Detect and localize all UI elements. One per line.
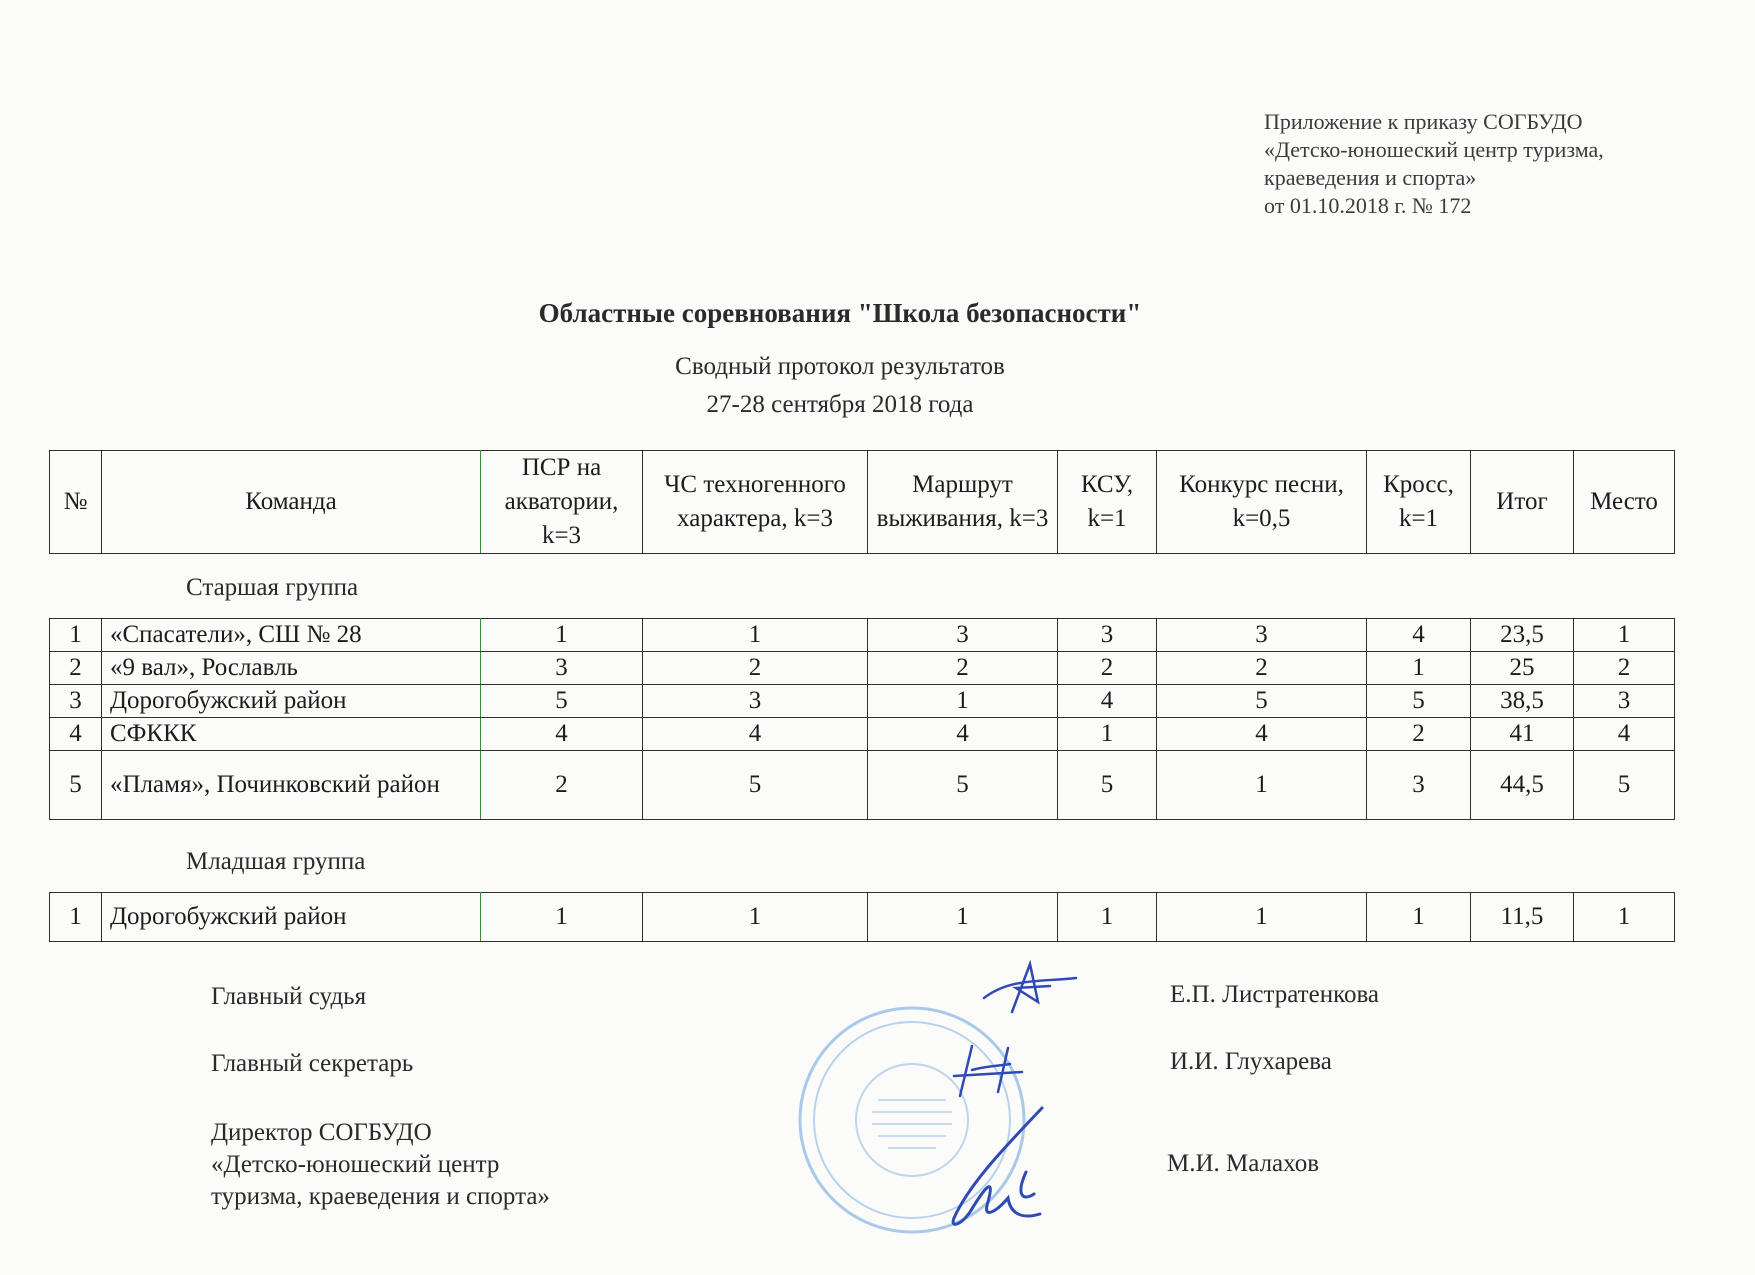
cell-team: Дорогобужский район <box>102 685 481 718</box>
cell-place: 1 <box>1574 619 1675 652</box>
table-row <box>50 893 1675 942</box>
cell-song: 1 <box>1157 893 1367 942</box>
cell-number: 4 <box>50 718 102 751</box>
cell-number: 1 <box>50 619 102 652</box>
cell-song: 1 <box>1157 751 1367 820</box>
col-header-total: Итог <box>1471 451 1574 554</box>
cell-song: 4 <box>1157 718 1367 751</box>
junior-results-table <box>49 892 1675 942</box>
document-date: 27-28 сентября 2018 года <box>706 391 974 418</box>
cell-cross: 3 <box>1367 751 1471 820</box>
cell-place: 3 <box>1574 685 1675 718</box>
cell-chs: 1 <box>643 893 868 942</box>
cell-total: 38,5 <box>1471 685 1574 718</box>
cell-place: 5 <box>1574 751 1675 820</box>
cell-number: 3 <box>50 685 102 718</box>
cell-route: 5 <box>868 751 1058 820</box>
cell-total: 23,5 <box>1471 619 1574 652</box>
cell-chs: 3 <box>643 685 868 718</box>
cell-ksu: 2 <box>1058 652 1157 685</box>
document-title: Областные соревнования "Школа безопасности" <box>538 298 1142 328</box>
cell-chs: 1 <box>643 619 868 652</box>
appendix-line-2: «Детско-юношеский центр туризма, <box>1264 137 1604 162</box>
cell-psr: 1 <box>481 893 643 942</box>
cell-chs: 2 <box>643 652 868 685</box>
cell-team: «Спасатели», СШ № 28 <box>102 619 481 652</box>
cell-cross: 5 <box>1367 685 1471 718</box>
table-row <box>50 619 1675 652</box>
cell-route: 1 <box>868 893 1058 942</box>
col-header-cross: Кросс, k=1 <box>1367 451 1471 554</box>
col-header-number: № <box>50 451 102 554</box>
director-role-line-3: туризма, краеведения и спорта» <box>211 1183 550 1210</box>
cell-number: 1 <box>50 893 102 942</box>
appendix-note <box>1264 108 1604 220</box>
director-role-line-2: «Детско-юношеский центр <box>211 1151 500 1178</box>
cell-number: 2 <box>50 652 102 685</box>
cell-psr: 3 <box>481 652 643 685</box>
col-header-chs: ЧС техногенного характера, k=3 <box>643 451 868 554</box>
secretary-role: Главный секретарь <box>211 1050 414 1077</box>
cell-song: 5 <box>1157 685 1367 718</box>
cell-total: 25 <box>1471 652 1574 685</box>
cell-route: 2 <box>868 652 1058 685</box>
cell-ksu: 3 <box>1058 619 1157 652</box>
cell-song: 2 <box>1157 652 1367 685</box>
secretary-name: И.И. Глухарева <box>1170 1048 1332 1075</box>
cell-place: 4 <box>1574 718 1675 751</box>
junior-group-label: Младшая группа <box>186 848 366 875</box>
col-header-route: Маршрут выживания, k=3 <box>868 451 1058 554</box>
cell-route: 1 <box>868 685 1058 718</box>
cell-route: 4 <box>868 718 1058 751</box>
cell-cross: 2 <box>1367 718 1471 751</box>
table-row <box>50 751 1675 820</box>
col-header-team: Команда <box>102 451 481 554</box>
appendix-line-4: от 01.10.2018 г. № 172 <box>1264 193 1472 218</box>
judge-name: Е.П. Листратенкова <box>1170 981 1380 1008</box>
cell-cross: 1 <box>1367 893 1471 942</box>
senior-group-label: Старшая группа <box>186 574 359 601</box>
cell-route: 3 <box>868 619 1058 652</box>
cell-psr: 2 <box>481 751 643 820</box>
cell-ksu: 1 <box>1058 893 1157 942</box>
col-header-psr: ПСР на акватории, k=3 <box>481 451 643 554</box>
cell-team: Дорогобужский район <box>102 893 481 942</box>
director-name: М.И. Малахов <box>1167 1150 1320 1177</box>
senior-results-table <box>49 618 1675 820</box>
cell-team: СФККК <box>102 718 481 751</box>
header-row <box>50 451 1675 554</box>
cell-song: 3 <box>1157 619 1367 652</box>
results-table-header <box>49 450 1675 554</box>
director-signature-icon <box>930 1102 1070 1238</box>
cell-total: 41 <box>1471 718 1574 751</box>
cell-ksu: 4 <box>1058 685 1157 718</box>
cell-chs: 4 <box>643 718 868 751</box>
appendix-line-3: краеведения и спорта» <box>1264 165 1477 190</box>
cell-cross: 4 <box>1367 619 1471 652</box>
judge-signature-icon <box>980 958 1080 1022</box>
cell-psr: 4 <box>481 718 643 751</box>
director-role-line-1: Директор СОГБУДО <box>211 1119 432 1146</box>
cell-number: 5 <box>50 751 102 820</box>
table-row <box>50 685 1675 718</box>
cell-place: 1 <box>1574 893 1675 942</box>
judge-role: Главный судья <box>211 983 367 1010</box>
cell-psr: 1 <box>481 619 643 652</box>
appendix-line-1: Приложение к приказу СОГБУДО <box>1264 109 1583 134</box>
document-subtitle-block <box>0 348 1680 424</box>
cell-psr: 5 <box>481 685 643 718</box>
cell-chs: 5 <box>643 751 868 820</box>
col-header-song: Конкурс песни, k=0,5 <box>1157 451 1367 554</box>
cell-ksu: 1 <box>1058 718 1157 751</box>
col-header-ksu: КСУ, k=1 <box>1058 451 1157 554</box>
document-subtitle: Сводный протокол результатов <box>675 353 1005 380</box>
cell-place: 2 <box>1574 652 1675 685</box>
cell-team: «9 вал», Рославль <box>102 652 481 685</box>
cell-total: 44,5 <box>1471 751 1574 820</box>
cell-total: 11,5 <box>1471 893 1574 942</box>
col-header-place: Место <box>1574 451 1675 554</box>
table-row <box>50 652 1675 685</box>
director-role <box>211 1117 550 1213</box>
table-row <box>50 718 1675 751</box>
cell-cross: 1 <box>1367 652 1471 685</box>
cell-ksu: 5 <box>1058 751 1157 820</box>
cell-team: «Пламя», Починковский район <box>102 751 481 820</box>
secretary-signature-icon <box>950 1036 1030 1102</box>
